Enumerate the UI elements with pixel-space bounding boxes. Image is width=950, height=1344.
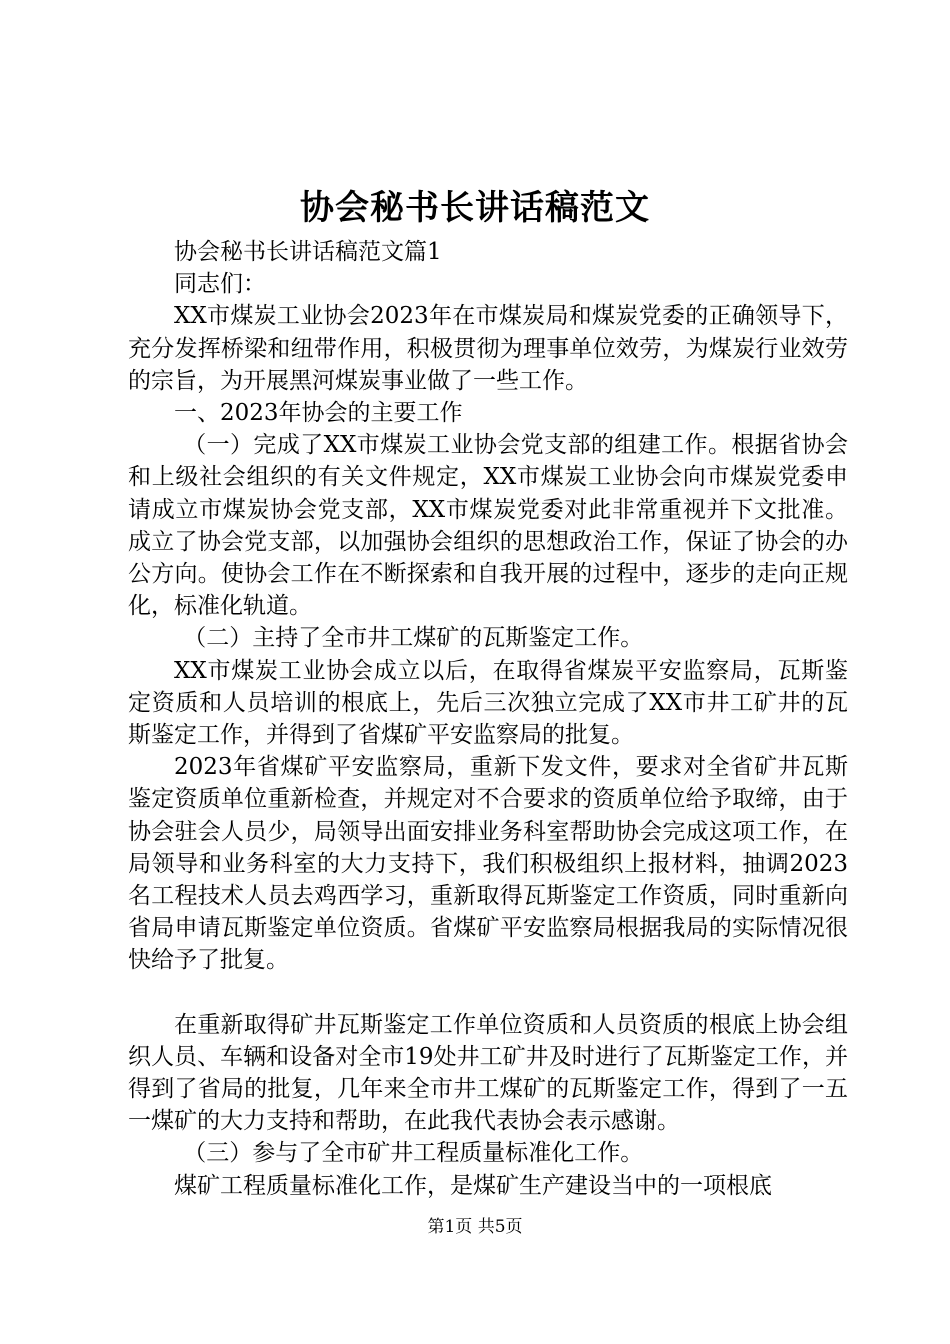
document-title: 协会秘书长讲话稿范文 <box>300 188 650 228</box>
page-number-footer: 第1页 共5页 <box>427 1217 523 1237</box>
paragraph-intro: XX市煤炭工业协会2023年在市煤炭局和煤炭党委的正确领导下，充分发挥桥梁和纽带作用，积极贯彻为理事单位效劳，为煤炭行业效劳的宗旨，为开展黑河煤炭事业做了一些工作。 <box>128 303 848 394</box>
subsection-3-heading: （三）参与了全市矿井工程质量标准化工作。 <box>183 1140 644 1167</box>
paragraph-spacer <box>128 977 848 1009</box>
paragraph-quality-standard: 煤矿工程质量标准化工作，是煤矿生产建设当中的一项根底 <box>174 1172 772 1199</box>
subsection-2-heading: （二）主持了全市井工煤矿的瓦斯鉴定工作。 <box>183 625 644 652</box>
section-heading-1: 一、2023年协会的主要工作 <box>174 400 463 427</box>
subsection-1: （一）完成了XX市煤炭工业协会党支部的组建工作。根据省协会和上级社会组织的有关文件规定，XX市煤炭工业协会向市煤炭党委申请成立市煤炭协会党支部，XX市煤炭党委对此非常重视并下文批准。成立了协会党支部，以加强协会组织的思想政治工作，保证了协会的办公方向。使协会工作在不断探索和自我开展的过程中，逐步的走向正规化，标准化轨道。 <box>128 432 848 620</box>
document-subtitle: 协会秘书长讲话稿范文篇1 <box>174 239 442 265</box>
document-body <box>128 236 848 1202</box>
paragraph-2023-inspection: 2023年省煤矿平安监察局，重新下发文件，要求对全省矿井瓦斯鉴定资质单位重新检查，并规定对不合要求的资质单位给予取缔，由于协会驻会人员少，局领导出面安排业务科室帮助协会完成这项工作，在局领导和业务科室的大力支持下，我们积极组织上报材料，抽调2023名工程技术人员去鸡西学习，重新取得瓦斯鉴定工作资质，同时重新向省局申请瓦斯鉴定单位资质。省煤矿平安监察局根据我局的实际情况很快给予了批复。 <box>128 754 848 974</box>
salutation: 同志们： <box>174 271 266 298</box>
paragraph-gas-identification: XX市煤炭工业协会成立以后，在取得省煤炭平安监察局，瓦斯鉴定资质和人员培训的根底上，先后三次独立完成了XX市井工矿井的瓦斯鉴定工作，并得到了省煤矿平安监察局的批复。 <box>128 657 848 749</box>
paragraph-requalification: 在重新取得矿井瓦斯鉴定工作单位资质和人员资质的根底上协会组织人员、车辆和设备对全市19处井工矿井及时进行了瓦斯鉴定工作，并得到了省局的批复，几年来全市井工煤矿的瓦斯鉴定工作，得到了一五一煤矿的大力支持和帮助，在此我代表协会表示感谢。 <box>128 1011 848 1135</box>
